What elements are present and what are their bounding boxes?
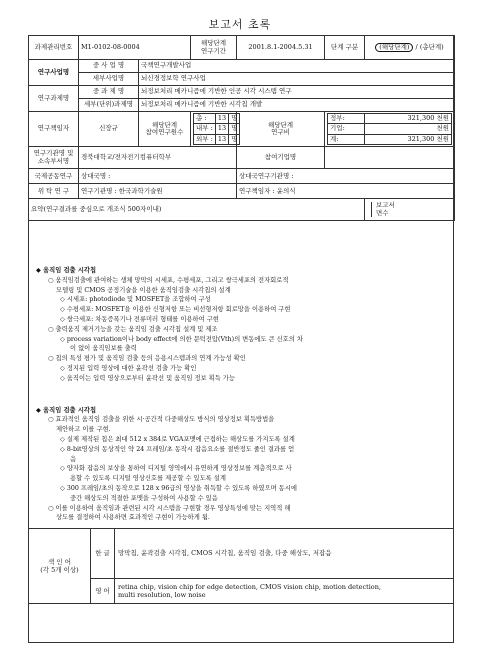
institution-value: 경북대학교/전자전기컴퓨터학부 [79, 147, 237, 169]
consign-leader: 연구책임자 : 윤의식 [237, 184, 455, 199]
stage-total: (총단계) [419, 42, 444, 51]
external-label: 외부 : [194, 134, 216, 144]
internal-value: 13 [215, 124, 228, 134]
body-line: 중간 해상도의 적절한 포맷을 구성하여 사용할 수 있음 [70, 494, 218, 502]
total-unit: 명 [229, 114, 240, 124]
stage-label: 단계 구분 [325, 36, 365, 60]
consign-label: 위 탁 연 구 [29, 184, 79, 199]
project-number-label: 과제관리번호 [29, 36, 79, 60]
body-line: 모델링 및 CMOS 공정기술을 이용한 움직임검출 시각칩의 설계 [56, 286, 231, 294]
cost-label: 해당단계 연구비 [237, 112, 325, 147]
stage-current: (해당단계) [375, 43, 413, 52]
internal-label: 내부 : [194, 124, 216, 134]
institution-label: 연구기관명 및 소속부서명 [29, 147, 79, 169]
program-detail-label: 세부사업명 [79, 73, 139, 86]
keywords-en-label: 영 어 [91, 579, 115, 604]
project-number-value: M1-0102-08-0004 [79, 36, 191, 60]
corp-label: 기업: [328, 124, 365, 134]
period-value: 2001.8.1-2004.5.31 [237, 36, 325, 60]
body-line: ◆ 움직임 검출 시각칩 [36, 267, 97, 274]
body-line: ○ 출력움직 제거기능을 갖는 움직임 검출 시각칩 설계 및 제조 [48, 325, 218, 333]
body-line: ◇ process variation이나 body effect에 의한 문턱전압(Vth)의 변동에도 큰 신호의 차 [60, 335, 303, 343]
keywords-ko-row [29, 529, 454, 579]
company-label: 참여기업명 [237, 147, 325, 169]
total-label: 총 : [194, 114, 216, 124]
body-line: ◇ 실제 제작된 칩은 최대 512 x 384로 VGA포맷에 근접하는 해상도를 가지도록 설계 [60, 435, 295, 443]
body-line: 용할 수 있도록 디지털 영상신호를 제공할 수 있도록 설계 [70, 475, 226, 483]
gov-label: 정부: [328, 114, 365, 124]
body-line: ◇ 쌍극세포: 차동증폭기나 전류미러 형태를 이용하여 구현 [60, 315, 219, 323]
leader-label: 연구책임자 [29, 112, 79, 147]
summary-label: 요약(연구결과를 중심으로 개조식 500자이내) [29, 199, 365, 221]
body-line: ○ 칩의 특성 평가 및 움직임 검출 등의 응용시스템과의 연계 가능성 확인 [48, 355, 246, 363]
project-middle-value: 뇌정보처리 메카니즘에 기반한 인공 시각 시스템 연구 [139, 86, 455, 99]
project-label: 연구과제명 [29, 86, 79, 112]
program-label: 연구사업명 [29, 60, 79, 86]
total-value: 13 [215, 114, 228, 124]
keywords-table [28, 528, 454, 604]
body-line: ◇ 수평세포: MOSFET을 이용한 신형저항 또는 비선형저항 회로망을 이용하여 구현 [60, 306, 291, 314]
stage-separator: / [413, 42, 420, 51]
keywords-label: 색 인 어 (각 5개 이상) [29, 529, 91, 604]
project-detail-label: 세부(단위)과제명 [79, 99, 139, 112]
period-label: 해당단계 연구기간 [191, 36, 237, 60]
body-line: 상도를 결정하여 사용하면 효과적인 구현이 가능하게 됨. [56, 514, 210, 522]
program-detail-value: 뇌신경정보학 연구사업 [139, 73, 455, 86]
keywords-en-value: retina chip, vision chip for edge detection, CMOS vision chip, motion detection, multi resolution, low noise [115, 579, 454, 604]
body-line: ◇ 정지된 입력 영상에 대한 윤곽선 검출 가능 확인 [60, 364, 197, 372]
body-line: ◆ 움직임 검출 시각칩 [36, 406, 97, 414]
corp-value: 천원 [364, 124, 451, 134]
body-gap [36, 384, 450, 406]
external-unit: 명 [229, 134, 240, 144]
project-middle-label: 중 과 제 명 [79, 86, 139, 99]
keywords-ko-label: 한 글 [91, 529, 115, 579]
project-detail-value: 뇌정보처리 메카니즘에 기반한 시각칩 개발 [139, 99, 455, 112]
summary-body [28, 258, 454, 528]
program-middle-label: 중 사 업 명 [79, 60, 139, 73]
leader-value: 신장규 [79, 112, 139, 147]
sum-label: 계: [328, 134, 365, 144]
body-line: 제안하고 이를 구현. [56, 426, 111, 434]
body-line: ○ 움직임검출에 관여하는 생체 망막의 시세포, 수평세포, 그리고 쌍극세포의 전자회로적 [48, 276, 289, 284]
intl-partner: 상대국명 : [79, 169, 237, 184]
body-line: ◇ 300 프레임/초의 동작으로 128 x 96급의 영상을 취득할 수 있도록 하였으며 동시에 [60, 484, 297, 492]
body-line: ○ 효과적인 움직임 검출을 위한 시·공간적 다중해상도 방식의 영상정보 획득방법을 [48, 416, 275, 424]
sum-value: 321,300 천원 [364, 134, 451, 144]
body-line: ◇ 양자화 잡음의 보상을 통하여 디지털 영역에서 유연하게 영상정보를 계층적으로 사 [60, 465, 292, 473]
body-line: ◇ 움직이는 입력 영상으로부터 윤곽선 및 움직임 정보 획득 가능 [60, 374, 235, 382]
intl-partner-inst: 상대국연구기관명 : [237, 169, 455, 184]
body-line: ◇ 8-bit영상의 동상적인 약 24 프레임/초 동작시 잡음요소를 절반정도 줄인 결과를 얻 [60, 445, 295, 453]
internal-unit: 명 [229, 124, 240, 134]
body-line: 이 없이 움직임보를 출력 [70, 345, 137, 353]
body-line: 음 [70, 455, 77, 463]
page-title: 보고서 초록 [208, 18, 272, 31]
consign-inst: 연구기관명 : 한국과학기술원 [79, 184, 237, 199]
keywords-ko-value: 망막칩, 윤곽검출 시각칩, CMOS 시각칩, 움직임 검출, 다중 해상도, 저잡음 [115, 529, 454, 579]
keywords-en-row [29, 579, 454, 604]
intl-label: 국제공동연구 [29, 169, 79, 184]
report-pages-label: 보고서 면수 [371, 202, 395, 217]
body-line: ○ 이를 이용하여 움직임과 관련된 시각 시스템을 구현할 경우 영상특성에 맞는 지역적 해 [48, 504, 291, 512]
external-value: 13 [215, 134, 228, 144]
program-middle-value: 국책연구개발사업 [139, 60, 455, 73]
body-line: ◇ 시세포: photodiode 및 MOSFET을 조합하여 구성 [60, 296, 211, 304]
member-count-label: 해당단계 참여연구원수 [139, 112, 191, 147]
gov-value: 321,300 천원 [364, 114, 451, 124]
